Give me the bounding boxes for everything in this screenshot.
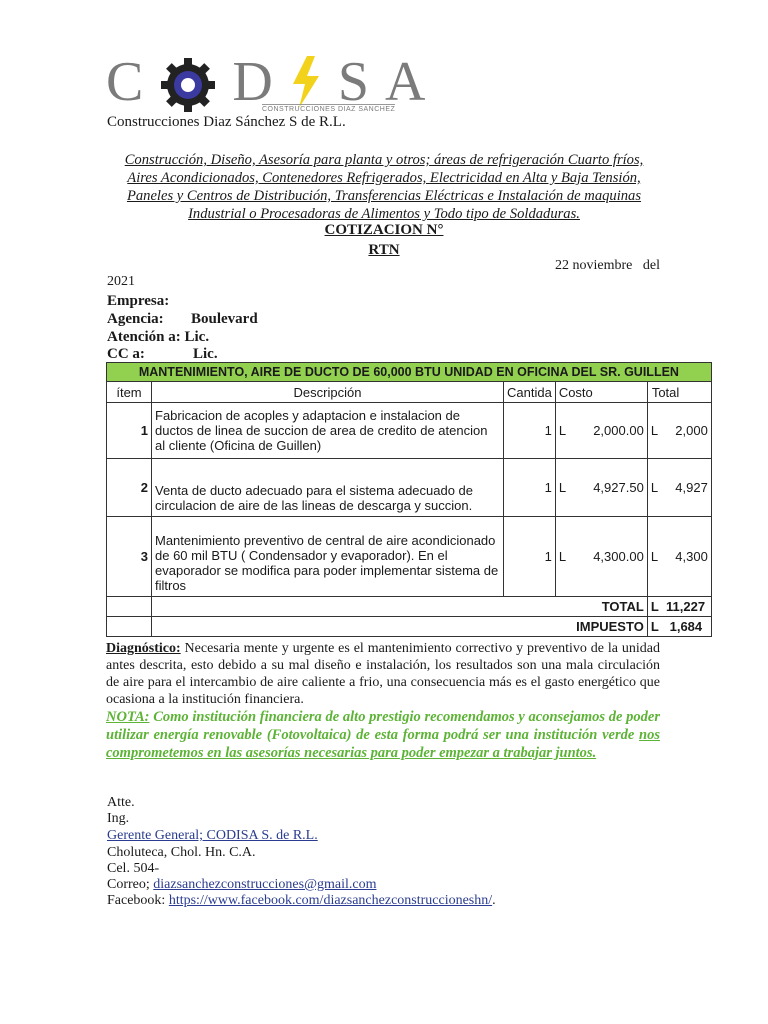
col-header-item: ítem — [107, 382, 152, 403]
cost-value: 4,927.50 — [593, 480, 644, 495]
logo-letter-s: S — [337, 51, 370, 113]
table-row — [107, 459, 712, 517]
cost-value: 2,000.00 — [593, 423, 644, 438]
signature-location: Choluteca, Chol. Hn. C.A. — [107, 845, 256, 860]
table-row — [107, 403, 712, 459]
item-cost — [555, 459, 647, 517]
currency-symbol: L — [650, 423, 659, 438]
signature-phone: Cel. 504- — [107, 861, 160, 876]
logo-letter-d: D — [232, 51, 274, 113]
col-header-cost: Costo — [555, 382, 647, 403]
facebook-link[interactable]: https://www.facebook.com/diazsanchezconstruccioneshn/ — [168, 893, 493, 908]
summary-value — [647, 617, 711, 637]
table-row — [107, 517, 712, 597]
logo-letter-a: A — [384, 51, 427, 113]
item-cost — [555, 517, 647, 597]
field-label: Empresa: — [107, 293, 170, 309]
nota-text: Como institución financiera de alto prestigio recomendamos y aconsejamos de poder utilizar energía renovable (Fotovoltaica) de esta forma podrá ser una institución verde — [106, 709, 660, 743]
table-title: MANTENIMIENTO, AIRE DE DUCTO DE 60,000 BTU UNIDAD EN OFICINA DEL SR. GUILLEN — [107, 363, 712, 382]
summary-amount: 1,684 — [669, 619, 703, 634]
logo-subtitle: CONSTRUCCIONES DIAZ SANCHEZ — [262, 106, 396, 113]
field-value: Lic. — [193, 346, 218, 362]
empty-cell — [107, 597, 152, 617]
signature-email-line — [107, 877, 376, 893]
currency-symbol: L — [558, 480, 567, 495]
summary-label: TOTAL — [152, 597, 648, 617]
facebook-suffix: . — [492, 893, 496, 908]
signature-role[interactable]: Gerente General; CODISA S. de R.L. — [107, 828, 318, 843]
field-agencia — [107, 311, 258, 328]
currency-symbol: L — [650, 599, 659, 614]
quote-year: 2021 — [107, 274, 135, 289]
diagnostic-label: Diagnóstico: — [106, 641, 181, 656]
summary-row-total — [107, 597, 712, 617]
total-value: 2,000 — [675, 423, 708, 438]
item-number: 1 — [107, 403, 152, 459]
item-qty: 1 — [504, 403, 556, 459]
item-qty: 1 — [504, 459, 556, 517]
total-value: 4,927 — [675, 480, 708, 495]
currency-symbol: L — [650, 480, 659, 495]
nota-underlined-text: nos comprometemos en las asesorías necesarias para poder empezar a trabajar juntos. — [106, 727, 660, 761]
item-number: 2 — [107, 459, 152, 517]
gear-icon — [159, 62, 217, 112]
item-cost — [555, 403, 647, 459]
nota-paragraph — [106, 708, 660, 762]
signature-facebook-line — [107, 893, 496, 909]
cost-value: 4,300.00 — [593, 549, 644, 564]
item-number: 3 — [107, 517, 152, 597]
rtn-label: RTN — [368, 242, 400, 258]
field-value: Boulevard — [191, 311, 258, 327]
quote-header — [108, 220, 660, 260]
signature-ing: Ing. — [107, 811, 130, 826]
quote-table — [106, 362, 712, 637]
email-link[interactable]: diazsanchezconstrucciones@gmail.com — [153, 877, 377, 892]
diagnostic-paragraph — [106, 640, 660, 708]
item-description: Fabricacion de acoples y adaptacion e instalacion de ductos de linea de succion de area de credito de atencion al cliente (Oficina de Guillen) — [152, 403, 504, 459]
company-logo — [106, 46, 427, 116]
item-total — [647, 459, 711, 517]
quote-date: 22 noviembre del — [555, 258, 660, 273]
currency-symbol: L — [650, 549, 659, 564]
email-label: Correo; — [107, 877, 154, 892]
total-value: 4,300 — [675, 549, 708, 564]
col-header-qty: Cantida — [504, 382, 556, 403]
field-empresa — [107, 293, 169, 310]
field-label: Agencia: — [107, 311, 164, 327]
col-header-total: Total — [647, 382, 711, 403]
item-qty: 1 — [504, 517, 556, 597]
field-label: CC a: — [107, 346, 145, 362]
signature-atte: Atte. — [107, 795, 135, 810]
field-cc — [107, 346, 218, 363]
summary-label: IMPUESTO — [152, 617, 648, 637]
item-description: Venta de ducto adecuado para el sistema adecuado de circulacion de aire de las lineas de descarga y succion. — [152, 459, 504, 517]
table-header-row — [107, 382, 712, 403]
item-description: Mantenimiento preventivo de central de aire acondicionado de 60 mil BTU ( Condensador y evaporador). En el evaporador se modifica para poder implementar sistema de filtros — [152, 517, 504, 597]
field-atencion — [107, 329, 209, 346]
diagnostic-text: Necesaria mente y urgente es el mantenimiento correctivo y preventivo de la unidad antes descrita, esto debido a su mal diseño e instalación, los resultados son una mala circulación de aire para el intercambio de aire caliente a frio, una consecuencia más es el gasto energético que ocasiona a la institución financiera. — [106, 641, 660, 707]
facebook-label: Facebook: — [107, 893, 169, 908]
item-total — [647, 517, 711, 597]
col-header-description: Descripción — [152, 382, 504, 403]
summary-value — [647, 597, 711, 617]
nota-label: NOTA: — [106, 709, 150, 725]
company-name: Construcciones Diaz Sánchez S de R.L. — [107, 114, 346, 130]
summary-row-tax — [107, 617, 712, 637]
summary-amount: 11,227 — [666, 599, 706, 614]
services-description: Construcción, Diseño, Asesoría para planta y otros; áreas de refrigeración Cuarto fríos, Aires Acondicionados, Contenedores Refrigerados, Electricidad en Alta y Baja Tensión, Paneles y Centros de Distribución, Transferencias Eléctricas e Instalación de maquinas Industrial o Procesadoras de Alimentos y Todo tipo de Soldaduras. — [124, 152, 644, 222]
currency-symbol: L — [558, 423, 567, 438]
table-title-row — [107, 363, 712, 382]
field-value: Lic. — [184, 329, 210, 345]
item-total — [647, 403, 711, 459]
currency-symbol: L — [650, 619, 659, 634]
logo-letter-c: C — [106, 51, 145, 113]
currency-symbol: L — [558, 549, 567, 564]
quote-title: COTIZACION N° — [324, 222, 444, 238]
empty-cell — [107, 617, 152, 637]
field-label: Atención a: — [107, 329, 181, 345]
